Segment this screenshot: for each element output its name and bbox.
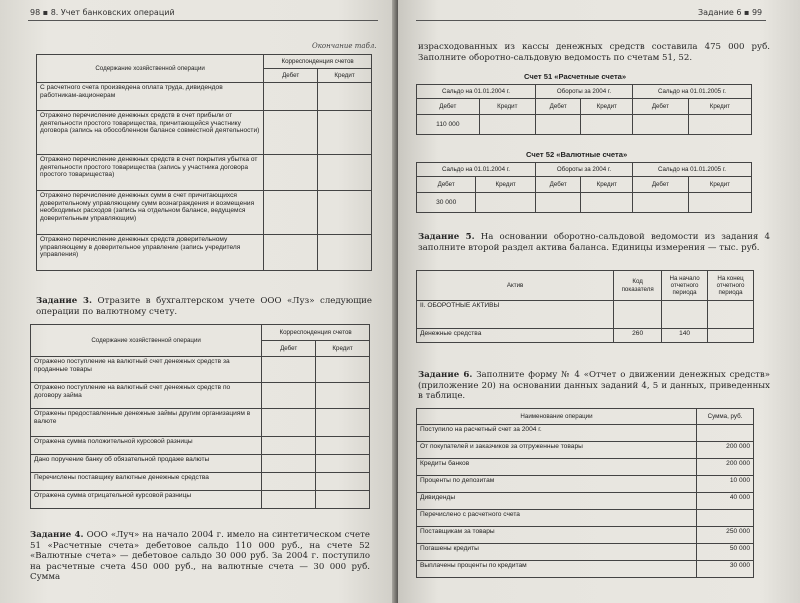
table-continuation-label: Окончание табл.	[312, 42, 377, 50]
col-correspondence: Корреспонденция счетов	[264, 55, 372, 69]
account52-table: Сальдо на 01.01.2004 г. Обороты за 2004 г. Сальдо на 01.01.2005 г. Дебет Кредит Дебет Кредит Дебет Кредит 30 000	[416, 162, 752, 213]
table-row: Денежные средства 260 140	[417, 329, 754, 343]
account51-title: Счет 51 «Расчетные счета»	[524, 72, 627, 81]
debit-cell[interactable]	[264, 191, 318, 235]
table-row	[417, 115, 752, 135]
table-row: Отражено поступление на валютный счет денежных средств по договору займа	[31, 383, 370, 409]
credit-cell[interactable]	[318, 235, 372, 271]
opening-credit-cell[interactable]	[476, 193, 536, 213]
debit-cell[interactable]	[262, 437, 316, 455]
credit-cell[interactable]	[316, 473, 370, 491]
opening-debit-value: 30 000	[417, 193, 476, 213]
table-row: Поставщикам за товары 250 000	[417, 527, 754, 544]
table-row: Кредиты банков 200 000	[417, 459, 754, 476]
right-page-header: Задание 6 ▪ 99	[698, 8, 763, 17]
credit-cell[interactable]	[316, 383, 370, 409]
table-row: Отражена сумма отрицательной курсовой разницы	[31, 491, 370, 509]
opening-credit-cell[interactable]	[479, 115, 535, 135]
col-debit: Дебет	[264, 69, 318, 83]
task4-body: ООО «Луч» на начало 2004 г. имело на синтетическом счете 51 «Расчетные счета» дебетовое сальдо 110 000 руб., на счете 52 «Валютные счета» — дебетовое сальдо 30 000 руб. За 2004 г. поступило на расчетные счета 450 000 руб., на валютные счета — 30 000 руб. Сумма	[30, 530, 370, 583]
task4-label: Задание 4.	[30, 530, 84, 540]
debit-cell[interactable]	[264, 111, 318, 155]
opening-debit-value: 110 000	[417, 115, 480, 135]
table-row: Отражены предоставленные денежные займы другим организациям в валюте	[31, 409, 370, 437]
header-rule	[28, 20, 378, 21]
table-row: Перечислены поставщику валютные денежные средства	[31, 473, 370, 491]
col-credit: Кредит	[316, 341, 370, 357]
table-row: Отражено перечисление денежных средств в счет прибыли от деятельности простого товарищества, причитающейся участнику договора (запись на обособленном балансе совместной деятельности)	[37, 111, 372, 155]
table-row: Дано поручение банку об обязательной продаже валюты	[31, 455, 370, 473]
debit-cell[interactable]	[264, 83, 318, 111]
balance-table: Актив Код показателя На начало отчетного периода На конец отчетного периода II. ОБОРОТНЫЕ АКТИВЫ Денежные средства 260 140	[416, 270, 754, 343]
operations-sum-table: Наименование операции Сумма, руб. Поступило на расчетный счет за 2004 г. От покупателей и заказчиков за отгруженные товары 200 000 Кредиты банков 200 000 Проценты по депозитам 10 000 Дивиденды 40 000 Перечислено с расчетного счета Поставщикам за товары 250 000 Погашены кредиты 50 000 Выплачены проценты по кредитам 30 000	[416, 408, 754, 578]
col-debit: Дебет	[262, 341, 316, 357]
table-row: Дивиденды 40 000	[417, 493, 754, 510]
col-operation: Содержание хозяйственной операции	[31, 325, 262, 357]
task6-text	[418, 370, 770, 402]
credit-cell[interactable]	[316, 455, 370, 473]
table-row: С расчетного счета произведена оплата труда, дивидендов работникам-акционерам	[37, 83, 372, 111]
table-row: Погашены кредиты 50 000	[417, 544, 754, 561]
task6-label: Задание 6.	[418, 370, 473, 380]
table-row: Отражена сумма положительной курсовой разницы	[31, 437, 370, 455]
closing-credit-cell[interactable]	[688, 193, 751, 213]
credit-cell[interactable]	[318, 155, 372, 191]
right-page	[398, 0, 800, 603]
closing-debit-cell[interactable]	[633, 115, 689, 135]
credit-cell[interactable]	[316, 409, 370, 437]
account52-title: Счет 52 «Валютные счета»	[526, 150, 628, 159]
table-row: Проценты по депозитам 10 000	[417, 476, 754, 493]
end-period-cell[interactable]	[708, 329, 754, 343]
credit-cell[interactable]	[318, 191, 372, 235]
task6-body: Заполните форму № 4 «Отчет о движении денежных средств» (приложение 20) на основании данных заданий 4, 5 и данных, приведенных в таблице.	[418, 370, 770, 402]
debit-cell[interactable]	[262, 473, 316, 491]
table-row: Перечислено с расчетного счета	[417, 510, 754, 527]
task3-label: Задание 3.	[36, 296, 92, 306]
task3-body: Отразите в бухгалтерском учете ООО «Луз» следующие операции по валютному счету.	[36, 296, 372, 317]
col-credit: Кредит	[318, 69, 372, 83]
col-operation: Содержание хозяйственной операции	[37, 55, 264, 83]
operations-table-1	[36, 54, 372, 271]
table-row: Отражено поступление на валютный счет денежных средств за проданные товары	[31, 357, 370, 383]
task4-text	[30, 530, 370, 583]
turnover-credit-cell[interactable]	[581, 115, 633, 135]
header-rule	[416, 20, 766, 21]
turnover-debit-cell[interactable]	[535, 193, 581, 213]
operations-table-2	[30, 324, 370, 509]
task5-label: Задание 5.	[418, 232, 475, 242]
debit-cell[interactable]	[264, 235, 318, 271]
table-row: От покупателей и заказчиков за отгруженные товары 200 000	[417, 442, 754, 459]
table-row	[417, 301, 754, 329]
debit-cell[interactable]	[262, 383, 316, 409]
credit-cell[interactable]	[318, 111, 372, 155]
account51-table: Сальдо на 01.01.2004 г. Обороты за 2004 г. Сальдо на 01.01.2005 г. Дебет Кредит Дебет Кредит Дебет Кредит 110 000	[416, 84, 752, 135]
debit-cell[interactable]	[262, 409, 316, 437]
task5-body: На основании оборотно-сальдовой ведомости из задания 4 заполните второй раздел актива баланса. Единицы измерения — тыс. руб.	[418, 232, 770, 253]
credit-cell[interactable]	[318, 83, 372, 111]
closing-debit-cell[interactable]	[633, 193, 689, 213]
table-row: Выплачены проценты по кредитам 30 000	[417, 561, 754, 578]
task3-text	[36, 296, 372, 317]
credit-cell[interactable]	[316, 491, 370, 509]
credit-cell[interactable]	[316, 357, 370, 383]
left-page-header: 98 ▪ 8. Учет банковских операций	[30, 8, 175, 17]
task5-text	[418, 232, 770, 253]
debit-cell[interactable]	[262, 455, 316, 473]
task4-continuation: израсходованных из кассы денежных средств составила 475 000 руб. Заполните оборотно-сальдовую ведомость по счетам 51, 52.	[418, 42, 770, 63]
turnover-debit-cell[interactable]	[535, 115, 581, 135]
section-label: II. ОБОРОТНЫЕ АКТИВЫ	[417, 301, 614, 329]
table-row: Поступило на расчетный счет за 2004 г.	[417, 425, 754, 442]
debit-cell[interactable]	[264, 155, 318, 191]
table-row: Отражено перечисление денежных сумм в счет причитающихся доверительному управляющему сумм вознаграждения и возмещения необходимых расходов (запись на отдельном балансе, ведущемся доверительным управляющим)	[37, 191, 372, 235]
col-correspondence: Корреспонденция счетов	[262, 325, 370, 341]
debit-cell[interactable]	[262, 357, 316, 383]
table-row: Отражено перечисление денежных средств доверительному управляющему в доверительное управление (запись учредителя управления)	[37, 235, 372, 271]
credit-cell[interactable]	[316, 437, 370, 455]
closing-credit-cell[interactable]	[688, 115, 751, 135]
debit-cell[interactable]	[262, 491, 316, 509]
turnover-credit-cell[interactable]	[581, 193, 633, 213]
left-page	[0, 0, 398, 603]
table-row: Отражено перечисление денежных средств в счет покрытия убытка от деятельности простого товарищества (запись у участника договора простого товарищества)	[37, 155, 372, 191]
table-row	[417, 193, 752, 213]
